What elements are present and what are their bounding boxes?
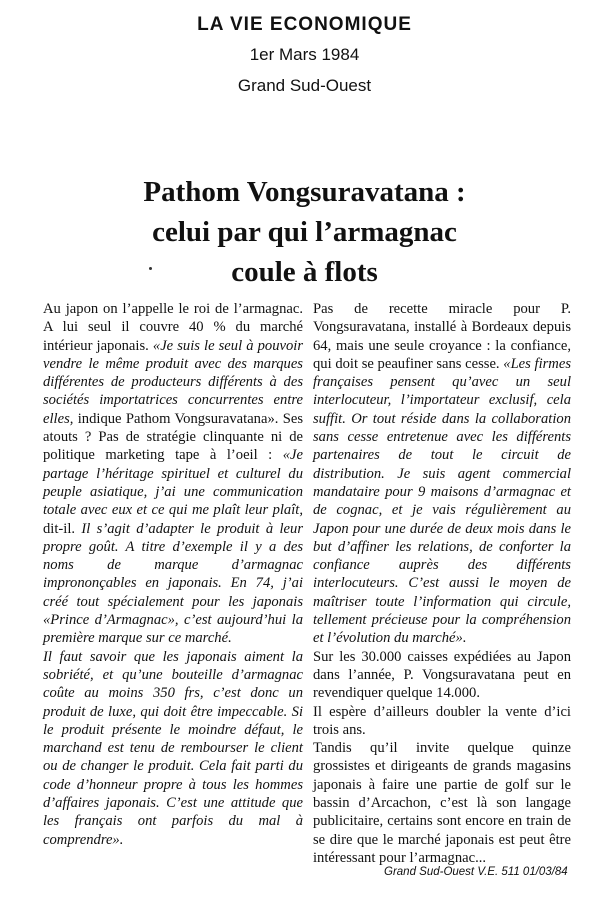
source-citation: Grand Sud-Ouest V.E. 511 01/03/84 [384, 866, 568, 878]
article-title [0, 172, 609, 292]
title-line-3: coule à flots [231, 256, 378, 288]
right-paragraph-3: Il espère d’ailleurs doubler la vente d’ici trois ans. [313, 703, 571, 738]
right-paragraph-4: Tandis qu’il invite quelque quinze grossistes et dirigeants de grands magasins japonais à faire une partie de golf sur le bassin d’Arcachon, c’est là son langage publicitaire, certains sont encore en train de se dire que le marché japonais est peut être intéressant pour l’armagnac... [313, 740, 571, 866]
left-p1-quote-c: Il s’agit d’adapter le produit à leur propre goût. A titre d’exemple il y a des noms de marque d’armagnac imprononçables en japonais. En 74, j’ai créé tout spécialement pour les japonais «Prince d’Armagnac», c’est aujourd’hui la première marque sur ce marché. [43, 520, 303, 647]
publication-region: Grand Sud-Ouest [237, 76, 372, 95]
left-p1-text-b: indique Pathom Vongsuravatana». Ses atouts ? Pas de stratégie clinquante ni de politique marketing tape à l’oeil : [43, 410, 303, 464]
title-line-1: Pathom Vongsuravatana : [143, 176, 466, 208]
left-p1-text-c: dit-il. [43, 520, 82, 537]
article-column-left [43, 300, 303, 849]
right-paragraph-2: Sur les 30.000 caisses expédiées au Japon dans l’année, P. Vongsuravatana peut en revendiquer quelque 14.000. [313, 648, 571, 702]
publication-name: LA VIE ECONOMIQUE [197, 14, 412, 35]
publication-date: 1er Mars 1984 [249, 45, 360, 64]
article-column-right [313, 300, 571, 867]
left-p1-text-a: Au japon on l’appelle le roi de l’armagnac. A lui seul il couvre 40 % du marché intérieur japonais. [43, 301, 303, 354]
stray-dot [149, 267, 152, 270]
left-paragraph-1 [43, 300, 303, 648]
title-line-2: celui par qui l’armagnac [152, 216, 457, 248]
right-p1-quote: «Les firmes françaises pensent qu’avec un seul interlocuteur, l’importateur exclusif, cela suffit. Or tout réside dans la collaboration sans cesse entretenue avec les différents partenaires de tout le circuit de distribution. Je suis agent commercial mandataire pour 9 maisons d’armagnac et de cognac, et je vais régulièrement au Japon pour une durée de deux mois dans le but d’affiner les relations, de conforter la confiance auprès des différents interlocuteurs. C’est aussi le moyen de maîtriser toute l’information qui circule, tellement précieuse pour la compréhension et l’évolution du marché». [313, 355, 571, 647]
right-paragraph-1 [313, 300, 571, 648]
left-p1-quote-a: «Je suis le seul à pouvoir vendre le même produit avec des marques différentes de producteurs différents à des sociétés importatrices concurrentes entre elles, [43, 337, 303, 427]
right-p1-text: Pas de recette miracle pour P. Vongsuravatana, installé à Bordeaux depuis 64, mais une seule croyance : la confiance, qui doit se peaufiner sans cesse. [313, 301, 571, 372]
left-paragraph-2 [43, 648, 303, 849]
left-p1-quote-b: «Je partage l’héritage spirituel et culturel du peuple asiatique, j’ai une communication totale avec eux et ce qui me plaît leur plaît, [43, 447, 303, 519]
left-p2-quote: Il faut savoir que les japonais aiment la sobriété, et qu’une bouteille d’armagnac coûte au moins 350 frs, c’est donc un produit de luxe, qui doit être impeccable. Si le produit présente le moindre défaut, le marchand est tenu de rembourser le client ou de changer le produit. Cela fait parti du code d’honneur propre à tous les hommes d’affaires japonais. C’est une attitude que les français ont parfois du mal à comprendre». [43, 648, 303, 848]
